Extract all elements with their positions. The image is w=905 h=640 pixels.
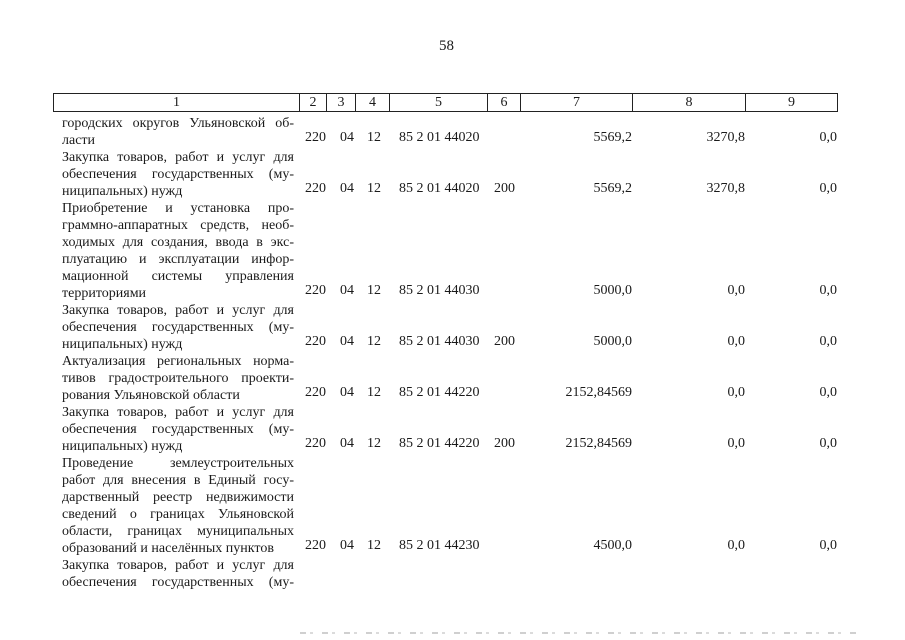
cell-c6: 200 (494, 436, 515, 451)
header-col-3: 3 (327, 94, 356, 111)
description-line: ниципальных) нужд (62, 337, 183, 352)
description-line: плуатацию и эксплуатации инфор- (62, 252, 294, 267)
table-row (0, 149, 905, 200)
header-col-5: 5 (390, 94, 488, 111)
cell-c9: 0,0 (819, 385, 837, 400)
cell-c9: 0,0 (819, 334, 837, 349)
cell-c7: 5569,2 (593, 181, 632, 196)
table-row (0, 353, 905, 404)
description-line: территориями (62, 286, 147, 301)
description-line: Закупка товаров, работ и услуг для (62, 558, 294, 573)
cell-c5: 85 2 01 44020 (399, 181, 480, 196)
cell-c3: 04 (340, 283, 354, 298)
scan-artifact (300, 632, 860, 634)
cell-c2: 220 (305, 334, 326, 349)
cell-c2: 220 (305, 181, 326, 196)
cell-c4: 12 (367, 385, 381, 400)
description-line: Актуализация региональных норма- (62, 354, 294, 369)
cell-c9: 0,0 (819, 538, 837, 553)
cell-c7: 5000,0 (593, 283, 632, 298)
description-line: Закупка товаров, работ и услуг для (62, 405, 294, 420)
cell-c4: 12 (367, 334, 381, 349)
cell-c5: 85 2 01 44230 (399, 538, 480, 553)
cell-c9: 0,0 (819, 130, 837, 145)
cell-c8: 0,0 (727, 385, 745, 400)
cell-c2: 220 (305, 538, 326, 553)
description-line: области, границах муниципальных (62, 524, 294, 539)
cell-c8: 0,0 (727, 283, 745, 298)
table-row (0, 404, 905, 455)
description-line: рования Ульяновской области (62, 388, 240, 403)
description-line: дарственный реестр недвижимости (62, 490, 294, 505)
cell-c3: 04 (340, 334, 354, 349)
cell-c7: 2152,84569 (565, 436, 632, 451)
row-description (62, 557, 294, 591)
table-header (53, 93, 838, 112)
header-col-2: 2 (300, 94, 327, 111)
description-line: обеспечения государственных (му- (62, 575, 294, 590)
description-line: Приобретение и установка про- (62, 201, 294, 216)
description-line: образований и населённых пунктов (62, 541, 274, 556)
cell-c4: 12 (367, 436, 381, 451)
page-number: 58 (439, 38, 454, 54)
row-description (62, 455, 294, 557)
cell-c7: 5569,2 (593, 130, 632, 145)
cell-c4: 12 (367, 181, 381, 196)
header-col-4: 4 (356, 94, 390, 111)
cell-c4: 12 (367, 130, 381, 145)
description-line: работ для внесения в Единый госу- (62, 473, 294, 488)
table-row (0, 115, 905, 149)
cell-c9: 0,0 (819, 436, 837, 451)
cell-c2: 220 (305, 283, 326, 298)
description-line: мационной системы управления (62, 269, 294, 284)
header-col-6: 6 (488, 94, 521, 111)
cell-c9: 0,0 (819, 283, 837, 298)
cell-c9: 0,0 (819, 181, 837, 196)
cell-c7: 2152,84569 (565, 385, 632, 400)
description-line: обеспечения государственных (му- (62, 167, 294, 182)
description-line: обеспечения государственных (му- (62, 422, 294, 437)
cell-c7: 5000,0 (593, 334, 632, 349)
table-row (0, 455, 905, 557)
header-col-9: 9 (788, 95, 795, 110)
cell-c2: 220 (305, 385, 326, 400)
description-line: ниципальных) нужд (62, 184, 183, 199)
table-row (0, 302, 905, 353)
header-col-1: 1 (54, 94, 300, 111)
description-line: городских округов Ульяновской об- (62, 116, 294, 131)
row-description (62, 404, 294, 455)
header-col-7: 7 (521, 94, 633, 111)
cell-c8: 3270,8 (706, 130, 745, 145)
description-line: тивов градостроительного проекти- (62, 371, 294, 386)
description-line: обеспечения государственных (му- (62, 320, 294, 335)
table-row (0, 200, 905, 302)
description-line: сведений о границах Ульяновской (62, 507, 294, 522)
cell-c6: 200 (494, 334, 515, 349)
table-row (0, 557, 905, 591)
row-description (62, 149, 294, 200)
cell-c3: 04 (340, 130, 354, 145)
cell-c3: 04 (340, 538, 354, 553)
cell-c5: 85 2 01 44220 (399, 436, 480, 451)
cell-c8: 0,0 (727, 334, 745, 349)
cell-c2: 220 (305, 436, 326, 451)
description-line: ниципальных) нужд (62, 439, 183, 454)
description-line: Проведение землеустроительных (62, 456, 294, 471)
description-line: Закупка товаров, работ и услуг для (62, 303, 294, 318)
cell-c3: 04 (340, 181, 354, 196)
cell-c5: 85 2 01 44030 (399, 334, 480, 349)
cell-c6: 200 (494, 181, 515, 196)
row-description (62, 200, 294, 302)
cell-c8: 0,0 (727, 538, 745, 553)
description-line: граммно-аппаратных средств, необ- (62, 218, 294, 233)
row-description (62, 302, 294, 353)
cell-c5: 85 2 01 44020 (399, 130, 480, 145)
cell-c3: 04 (340, 385, 354, 400)
cell-c2: 220 (305, 130, 326, 145)
cell-c4: 12 (367, 283, 381, 298)
cell-c3: 04 (340, 436, 354, 451)
description-line: ходимых для создания, ввода в экс- (62, 235, 294, 250)
cell-c4: 12 (367, 538, 381, 553)
cell-c8: 3270,8 (706, 181, 745, 196)
description-line: ласти (62, 133, 96, 148)
row-description (62, 115, 294, 149)
cell-c7: 4500,0 (593, 538, 632, 553)
description-line: Закупка товаров, работ и услуг для (62, 150, 294, 165)
cell-c8: 0,0 (727, 436, 745, 451)
header-col-8: 8 (633, 94, 746, 111)
cell-c5: 85 2 01 44220 (399, 385, 480, 400)
row-description (62, 353, 294, 404)
cell-c5: 85 2 01 44030 (399, 283, 480, 298)
